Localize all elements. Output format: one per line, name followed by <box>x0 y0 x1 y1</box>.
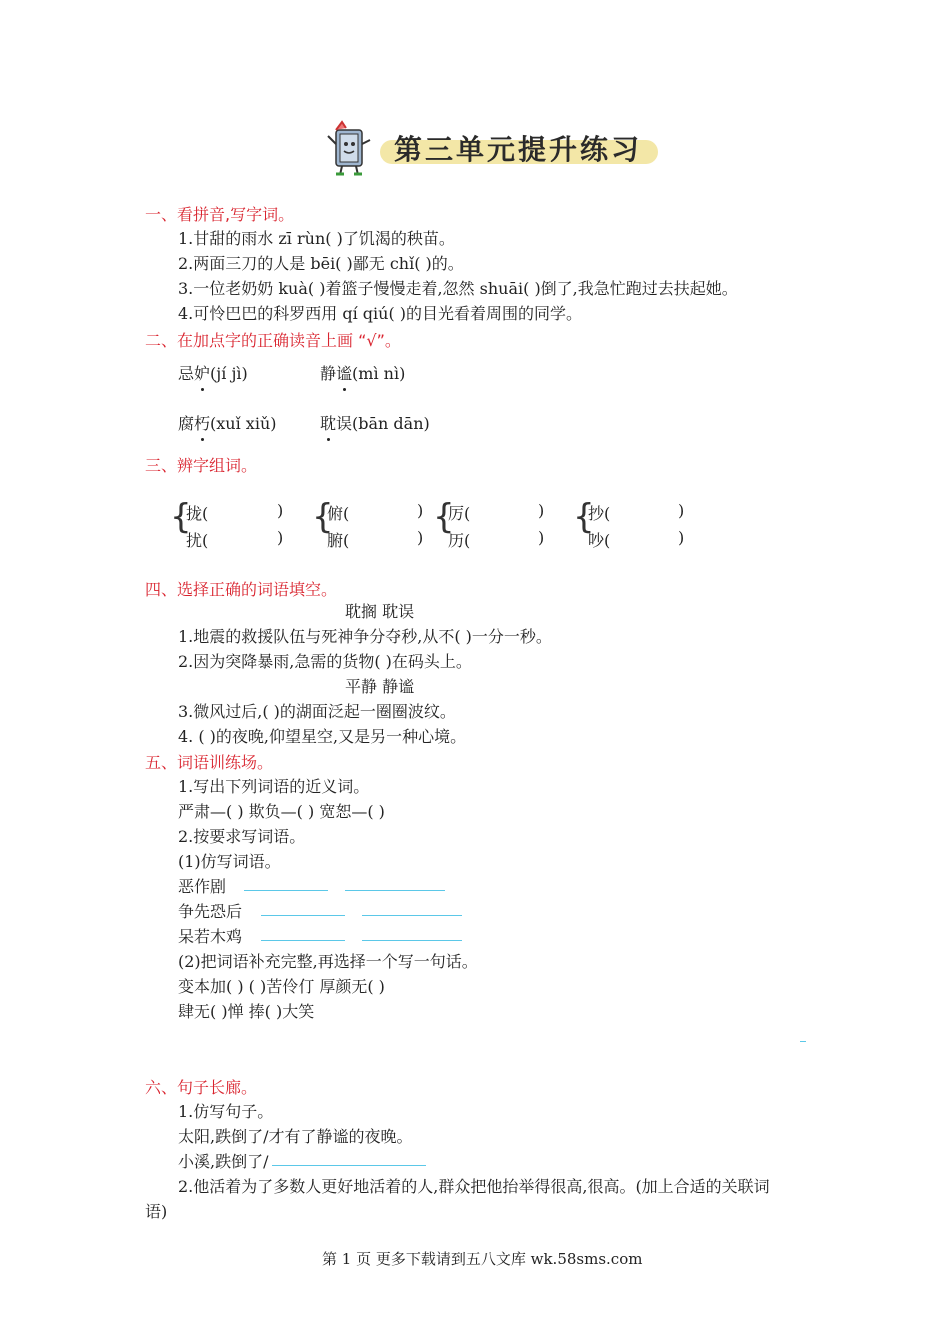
answer-blank[interactable] <box>362 915 462 916</box>
s3-g1-a: 拢( <box>186 504 209 523</box>
s4-line-4: 4. ( )的夜晚,仰望星空,又是另一种心境。 <box>178 727 467 746</box>
s4-line-1: 1.地震的救援队伍与死神争分夺秒,从不( )一分一秒。 <box>178 627 552 646</box>
s2-word-4: 耽误(bān dān) <box>320 411 430 434</box>
s5-line-3: (1)仿写词语。 <box>178 852 281 871</box>
s5-fill-1: 变本加( ) ( )苦伶仃 厚颜无( ) <box>178 977 385 996</box>
s5-line-2: 2.按要求写词语。 <box>178 827 306 846</box>
s4-options-2: 平静 静谧 <box>345 677 415 696</box>
book-mascot-icon <box>322 118 378 178</box>
s6-line-1: 1.仿写句子。 <box>178 1102 274 1121</box>
s1-item-2: 2.两面三刀的人是 bēi( )鄙无 chǐ( )的。 <box>178 254 464 273</box>
s5-word-3: 呆若木鸡 <box>178 927 243 946</box>
s2-word-2: 静谧(mì nì) <box>320 361 405 384</box>
s4-options-1: 耽搁 耽误 <box>345 602 415 621</box>
s3-close: ) <box>678 528 685 547</box>
section-4-heading: 四、选择正确的词语填空。 <box>145 580 338 599</box>
s3-close: ) <box>417 501 424 520</box>
s3-g2-a: 俯( <box>327 504 350 523</box>
section-6-heading: 六、句子长廊。 <box>145 1078 258 1097</box>
answer-blank[interactable] <box>345 890 445 891</box>
s3-g4-b: 吵( <box>588 531 611 550</box>
answer-blank[interactable] <box>261 915 345 916</box>
section-2-heading: 二、在加点字的正确读音上画 “√”。 <box>145 331 401 350</box>
page-footer: 第 1 页 更多下载请到五八文库 wk.58sms.com <box>322 1250 643 1268</box>
s3-g4-a: 抄( <box>588 504 611 523</box>
s5-line-1: 1.写出下列词语的近义词。 <box>178 777 370 796</box>
brace-icon: { <box>170 497 192 537</box>
s3-close: ) <box>538 528 545 547</box>
s6-line-4: 2.他活着为了多数人更好地活着的人,群众把他抬举得很高,很高。(加上合适的关联词 <box>178 1177 770 1196</box>
s2-word-1: 忌妒(jí jì) <box>178 361 248 384</box>
s3-close: ) <box>678 501 685 520</box>
s1-item-1: 1.甘甜的雨水 zī rùn( )了饥渴的秧苗。 <box>178 229 455 248</box>
answer-blank[interactable] <box>244 890 328 891</box>
brace-icon: { <box>433 497 455 537</box>
s3-g2-b: 腑( <box>327 531 350 550</box>
s5-fill-2: 肆无( )惮 捧( )大笑 <box>178 1002 315 1021</box>
s4-line-2: 2.因为突降暴雨,急需的货物( )在码头上。 <box>178 652 472 671</box>
s3-close: ) <box>417 528 424 547</box>
s3-g1-b: 扰( <box>186 531 209 550</box>
s5-word-1: 恶作剧 <box>178 877 227 896</box>
s3-g3-b: 历( <box>448 531 471 550</box>
s6-line-3: 小溪,跌倒了/ <box>178 1152 269 1171</box>
s5-synonyms: 严肃—( ) 欺负—( ) 宽恕—( ) <box>178 802 385 821</box>
s5-word-2: 争先恐后 <box>178 902 243 921</box>
answer-blank[interactable] <box>272 1165 426 1166</box>
s6-line-5: 语) <box>145 1202 168 1221</box>
s3-close: ) <box>277 528 284 547</box>
s1-item-4: 4.可怜巴巴的科罗西用 qí qiú( )的目光看着周围的同学。 <box>178 304 583 323</box>
s6-line-2: 太阳,跌倒了/才有了静谧的夜晚。 <box>178 1127 413 1146</box>
stray-mark <box>800 1041 806 1042</box>
answer-blank[interactable] <box>261 940 345 941</box>
section-5-heading: 五、词语训练场。 <box>145 753 274 772</box>
page-title: 第三单元提升练习 <box>394 133 643 166</box>
s3-g3-a: 厉( <box>448 504 471 523</box>
s5-line-4: (2)把词语补充完整,再选择一个写一句话。 <box>178 952 478 971</box>
s1-item-3: 3.一位老奶奶 kuà( )着篮子慢慢走着,忽然 shuāi( )倒了,我急忙跑过去扶起她。 <box>178 279 738 298</box>
s4-line-3: 3.微风过后,( )的湖面泛起一圈圈波纹。 <box>178 702 456 721</box>
s2-word-3: 腐朽(xuǐ xiǔ) <box>178 411 277 434</box>
brace-icon: { <box>573 497 595 537</box>
brace-icon: { <box>312 497 334 537</box>
answer-blank[interactable] <box>362 940 462 941</box>
section-1-heading: 一、看拼音,写字词。 <box>145 205 295 224</box>
s3-close: ) <box>277 501 284 520</box>
s3-close: ) <box>538 501 545 520</box>
title-banner <box>322 118 662 178</box>
section-3-heading: 三、辨字组词。 <box>145 456 258 475</box>
